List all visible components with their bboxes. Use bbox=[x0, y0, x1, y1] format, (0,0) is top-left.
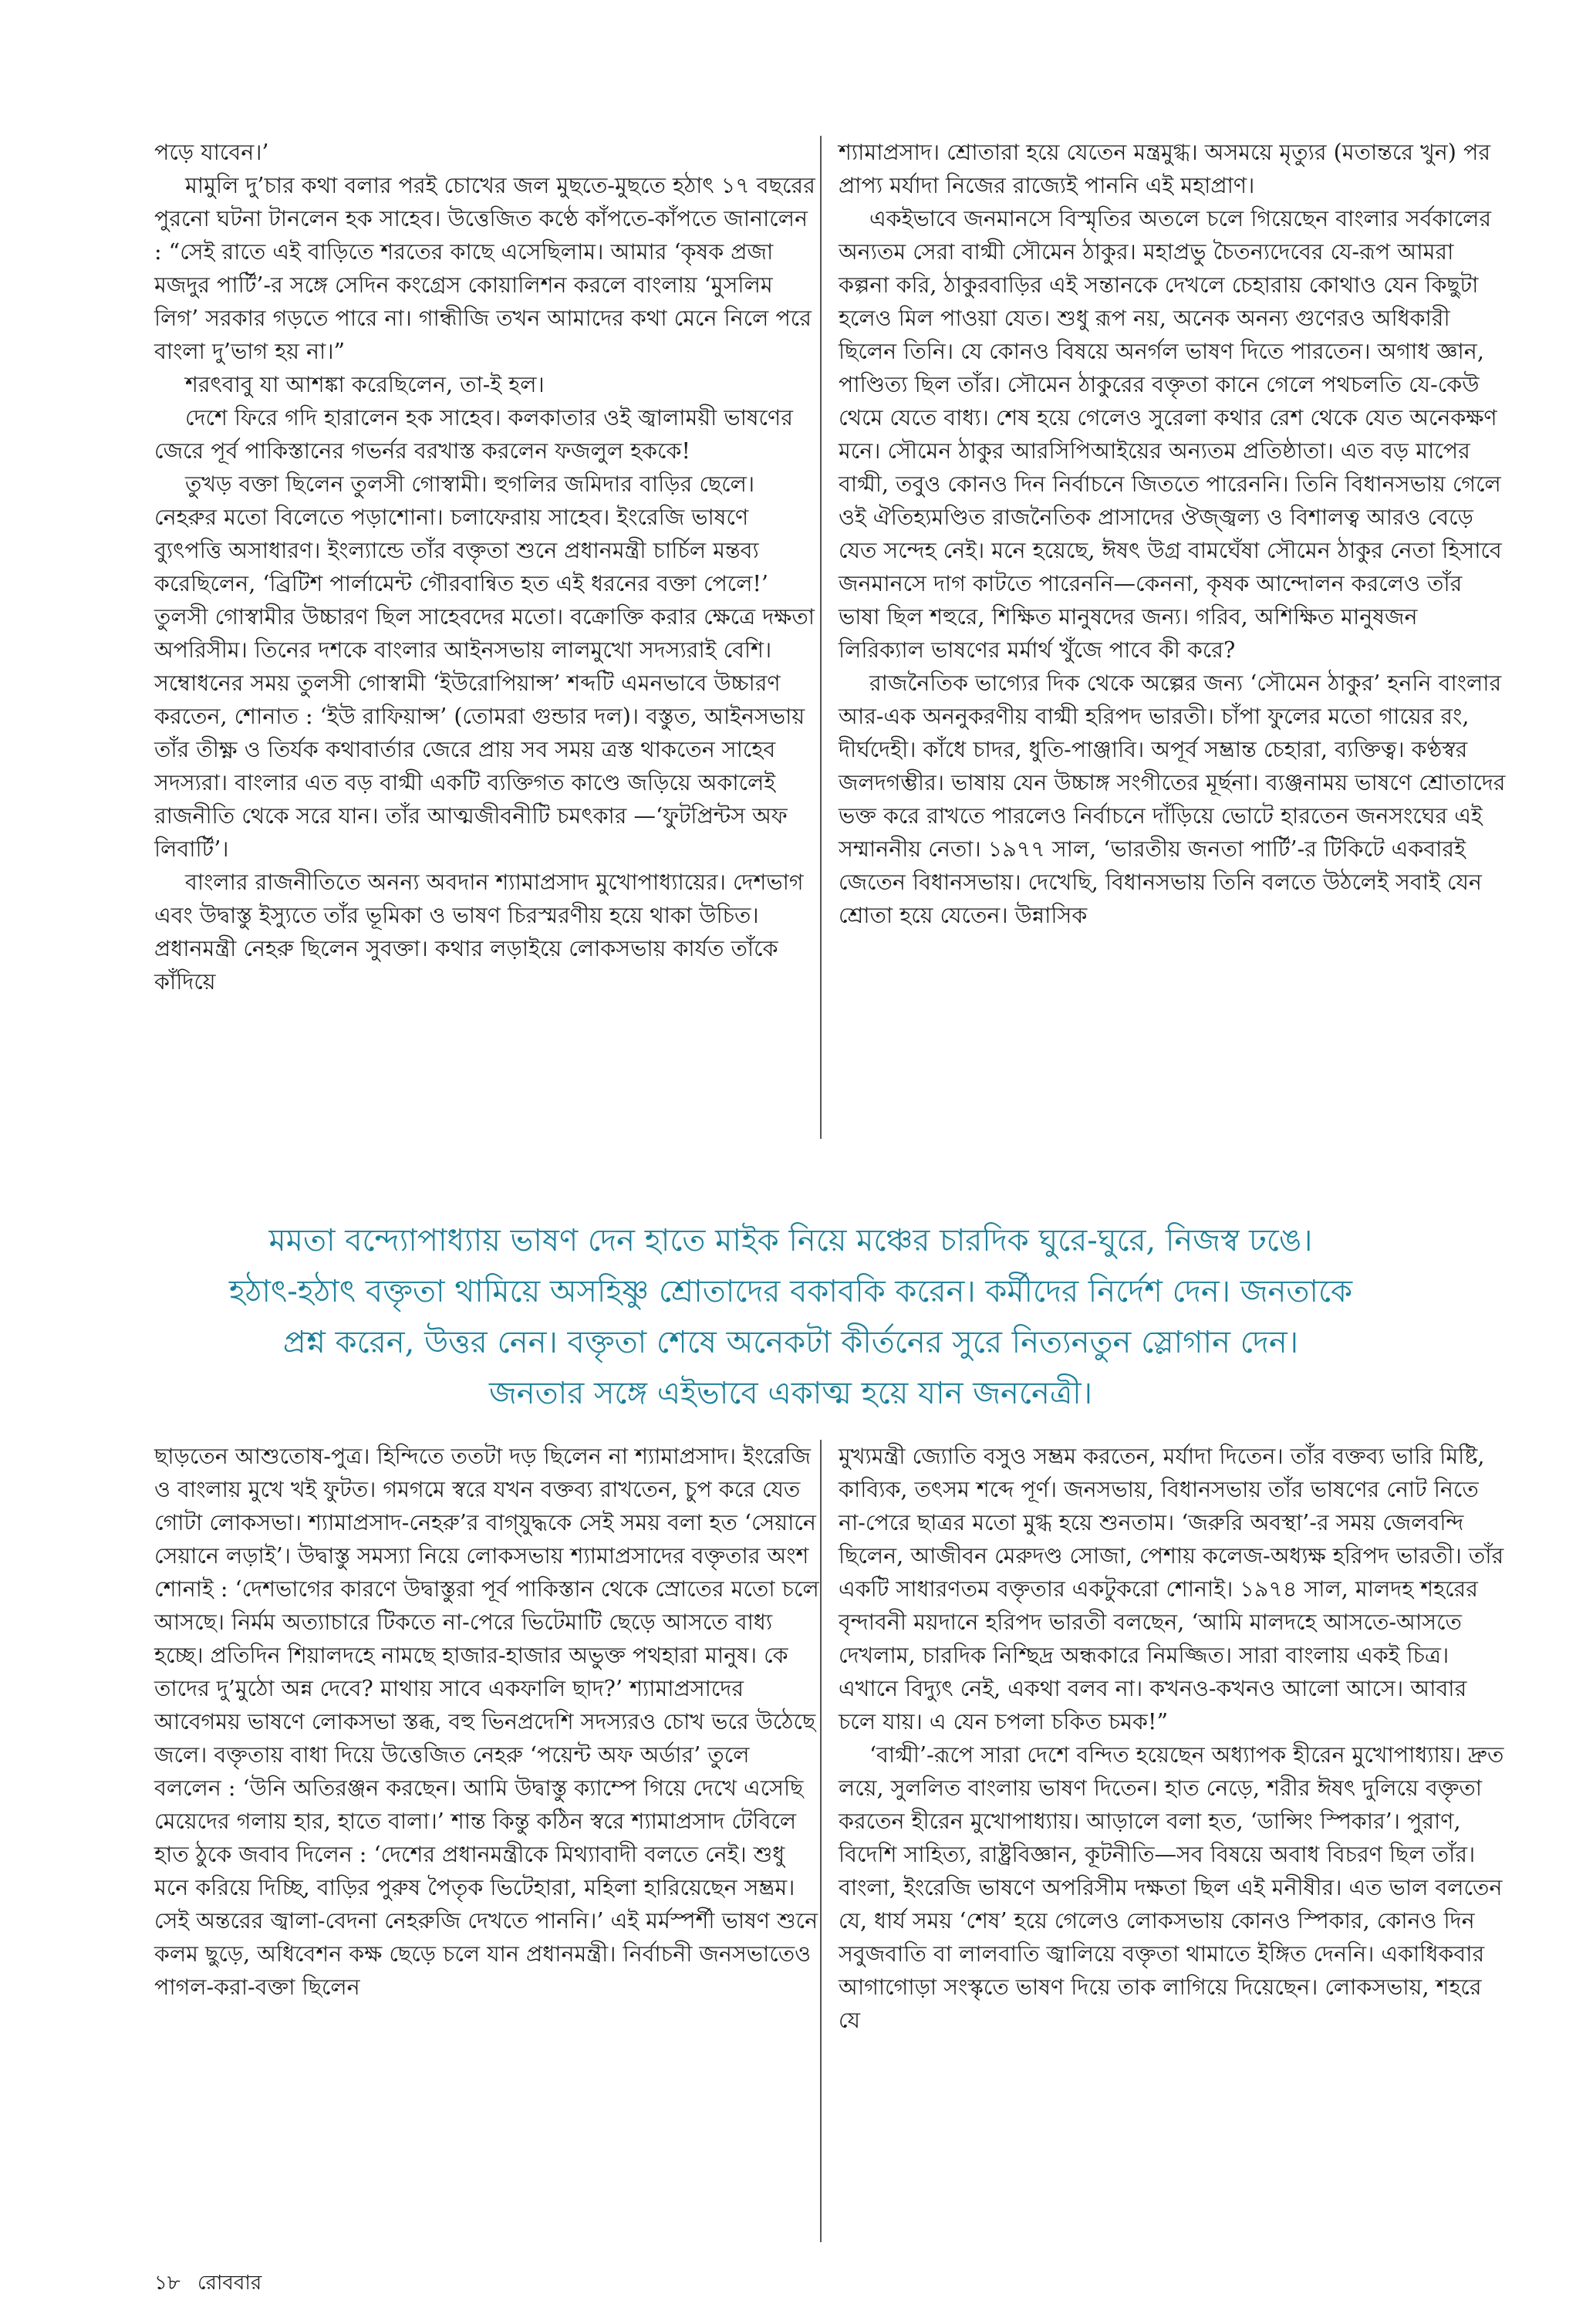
paragraph: মামুলি দু’চার কথা বলার পরই চোখের জল মুছতে-মুছতে হঠাৎ ১৭ বছরের পুরনো ঘটনা টানলেন হক সাহেব। উত্তেজিত কণ্ঠে কাঁপতে-কাঁপতে জানালেন : “সেই রাতে এই বাড়িতে শরতের কাছে এসেছিলাম। আমার ‘কৃষক প্রজা মজদুর পার্টি’-র সঙ্গে সেদিন কংগ্রেস কোয়ালিশন করলে বাংলায় ‘মুসলিম লিগ’ সরকার গড়তে পারে না। গান্ধীজি তখন আমাদের কথা মেনে নিলে পরে বাংলা দু’ভাগ হয় না।” bbox=[154, 173, 815, 364]
paragraph: বাংলার রাজনীতিতে অনন্য অবদান শ্যামাপ্রসাদ মুখোপাধ্যায়ের। দেশভাগ এবং উদ্বাস্তু ইস্যুতে তাঁর ভূমিকা ও ভাষণ চিরস্মরণীয় হয়ে থাকা উচিত। প্রধানমন্ত্রী নেহরু ছিলেন সুবক্তা। কথার লড়াইয়ে লোকসভায় কার্যত তাঁকে কাঁদিয়ে bbox=[154, 870, 804, 995]
publication-name: রোববার bbox=[197, 2272, 262, 2295]
column-divider bbox=[820, 136, 822, 1139]
column-divider bbox=[820, 1440, 822, 2242]
article-column-top-left bbox=[154, 136, 822, 998]
pull-quote-line: জনতার সঙ্গে এইভাবে একাত্ম হয়ে যান জননেত্রী। bbox=[488, 1376, 1093, 1411]
article-column-bottom-right bbox=[839, 1440, 1506, 2037]
paragraph: রাজনৈতিক ভাগ্যের দিক থেকে অল্পের জন্য ‘সৌমেন ঠাকুর’ হননি বাংলার আর-এক অননুকরণীয় বাগ্মী হরিপদ ভারতী। চাঁপা ফুলের মতো গায়ের রং, দীর্ঘদেহী। কাঁধে চাদর, ধুতি-পাঞ্জাবি। অপূর্ব সম্ভ্রান্ত চেহারা, ব্যক্তিত্ব। কণ্ঠস্বর জলদগম্ভীর। ভাষায় যেন উচ্চাঙ্গ সংগীতের মূর্ছনা। ব্যঞ্জনাময় ভাষণে শ্রোতাদের ভক্ত করে রাখতে পারলেও নির্বাচনে দাঁড়িয়ে ভোটে হারতেন জনসংঘের এই সম্মাননীয় নেতা। ১৯৭৭ সাল, ‘ভারতীয় জনতা পার্টি’-র টিকিটে একবারই জেতেন বিধানসভায়। দেখেছি, বিধানসভায় তিনি বলতে উঠলেই সবাই যেন শ্রোতা হয়ে যেতেন। উন্নাসিক bbox=[839, 671, 1506, 928]
paragraph: দেশে ফিরে গদি হারালেন হক সাহেব। কলকাতার ওই জ্বালাময়ী ভাষণের জেরে পূর্ব পাকিস্তানের গভর্নর বরখাস্ত করলেন ফজলুল হককে! bbox=[154, 405, 793, 464]
pull-quote-line: মমতা বন্দ্যোপাধ্যায় ভাষণ দেন হাতে মাইক নিয়ে মঞ্চের চারদিক ঘুরে-ঘুরে, নিজস্ব ঢঙে। bbox=[268, 1223, 1313, 1258]
paragraph: পড়ে যাবেন।’ bbox=[154, 140, 269, 165]
pull-quote-line: প্রশ্ন করেন, উত্তর নেন। বক্তৃতা শেষে অনেকটা কীর্তনের সুরে নিত্যনতুন স্লোগান দেন। bbox=[282, 1325, 1299, 1360]
article-column-top-right bbox=[839, 136, 1506, 932]
page-number: ১৮ bbox=[154, 2272, 181, 2295]
paragraph: তুখড় বক্তা ছিলেন তুলসী গোস্বামী। হুগলির জমিদার বাড়ির ছেলে। নেহরুর মতো বিলেতে পড়াশোনা। চলাফেরায় সাহেব। ইংরেজি ভাষণে ব্যুৎপত্তি অসাধারণ। ইংল্যান্ডে তাঁর বক্তৃতা শুনে প্রধানমন্ত্রী চার্চিল মন্তব্য করেছিলেন, ‘ব্রিটিশ পার্লামেন্ট গৌরবান্বিত হত এই ধরনের বক্তা পেলে!’ তুলসী গোস্বামীর উচ্চারণ ছিল সাহেবদের মতো। বক্রোক্তি করার ক্ষেত্রে দক্ষতা অপরিসীম। তিনের দশকে বাংলার আইনসভায় লালমুখো সদস্যরাই বেশি। সম্বোধনের সময় তুলসী গোস্বামী ‘ইউরোপিয়ান্স’ শব্দটি এমনভাবে উচ্চারণ করতেন, শোনাত : ‘ইউ রাফিয়ান্স’ (তোমরা গুন্ডার দল)। বস্তুত, আইনসভায় তাঁর তীক্ষ্ণ ও তির্যক কথাবার্তার জেরে প্রায় সব সময় ত্রস্ত থাকতেন সাহেব সদস্যরা। বাংলার এত বড় বাগ্মী একটি ব্যক্তিগত কাণ্ডে জড়িয়ে অকালেই রাজনীতি থেকে সরে যান। তাঁর আত্মজীবনীটি চমৎকার —‘ফুটপ্রিন্টস অফ লিবার্টি’। bbox=[154, 471, 815, 862]
paragraph: ‘বাগ্মী’-রূপে সারা দেশে বন্দিত হয়েছেন অধ্যাপক হীরেন মুখোপাধ্যায়। দ্রুত লয়ে, সুললিত বাংলায় ভাষণ দিতেন। হাত নেড়ে, শরীর ঈষৎ দুলিয়ে বক্তৃতা করতেন হীরেন মুখোপাধ্যায়। আড়ালে বলা হত, ‘ডান্সিং স্পিকার’। পুরাণ, বিদেশি সাহিত্য, রাষ্ট্রবিজ্ঞান, কূটনীতি—সব বিষয়ে অবাধ বিচরণ ছিল তাঁর। বাংলা, ইংরেজি ভাষণে অপরিসীম দক্ষতা ছিল এই মনীষীর। এত ভাল বলতেন যে, ধার্য সময় ‘শেষ’ হয়ে গেলেও লোকসভায় কোনও স্পিকার, কোনও দিন সবুজবাতি বা লালবাতি জ্বালিয়ে বক্তৃতা থামাতে ইঙ্গিত দেননি। একাধিকবার আগাগোড়া সংস্কৃতে ভাষণ দিয়ে তাক লাগিয়ে দিয়েছেন। লোকসভায়, শহরে যে bbox=[839, 1742, 1504, 2033]
paragraph: শ্যামাপ্রসাদ। শ্রোতারা হয়ে যেতেন মন্ত্রমুগ্ধ। অসময়ে মৃত্যুর (মতান্তরে খুন) পর প্রাপ্য মর্যাদা নিজের রাজ্যেই পাননি এই মহাপ্রাণ। bbox=[839, 140, 1490, 198]
paragraph: শরৎবাবু যা আশঙ্কা করেছিলেন, তা-ই হল। bbox=[185, 372, 545, 397]
pull-quote-line: হঠাৎ-হঠাৎ বক্তৃতা থামিয়ে অসহিষ্ণু শ্রোতাদের বকাবকি করেন। কর্মীদের নির্দেশ দেন। জনতাকে bbox=[228, 1274, 1353, 1309]
paragraph: একইভাবে জনমানসে বিস্মৃতির অতলে চলে গিয়েছেন বাংলার সর্বকালের অন্যতম সেরা বাগ্মী সৌমেন ঠাকুর। মহাপ্রভু চৈতন্যদেবের যে-রূপ আমরা কল্পনা করি, ঠাকুরবাড়ির এই সন্তানকে দেখলে চেহারায় কোথাও যেন কিছুটা হলেও মিল পাওয়া যেত। শুধু রূপ নয়, অনেক অনন্য গুণেরও অধিকারী ছিলেন তিনি। যে কোনও বিষয়ে অনর্গল ভাষণ দিতে পারতেন। অগাধ জ্ঞান, পাণ্ডিত্য ছিল তাঁর। সৌমেন ঠাকুরের বক্তৃতা কানে গেলে পথচলতি যে-কেউ থেমে যেতে বাধ্য। শেষ হয়ে গেলেও সুরেলা কথার রেশ থেকে যেত অনেকক্ষণ মনে। সৌমেন ঠাকুর আরসিপিআইয়ের অন্যতম প্রতিষ্ঠাতা। এত বড় মাপের বাগ্মী, তবুও কোনও দিন নির্বাচনে জিততে পারেননি। তিনি বিধানসভায় গেলে ওই ঐতিহ্যমণ্ডিত রাজনৈতিক প্রাসাদের ঔজ্জ্বল্য ও বিশালত্ব আরও বেড়ে যেত সন্দেহ নেই। মনে হয়েছে, ঈষৎ উগ্র বামঘেঁষা সৌমেন ঠাকুর নেতা হিসাবে জনমানসে দাগ কাটতে পারেননি—কেননা, কৃষক আন্দোলন করলেও তাঁর ভাষা ছিল শহুরে, শিক্ষিত মানুষদের জন্য। গরিব, অশিক্ষিত মানুষজন লিরিক্যাল ভাষণের মর্মার্থ খুঁজে পাবে কী করে? bbox=[839, 206, 1502, 663]
paragraph: মুখ্যমন্ত্রী জ্যোতি বসুও সম্ভ্রম করতেন, মর্যাদা দিতেন। তাঁর বক্তব্য ভারি মিষ্টি, কাব্যিক, তৎসম শব্দে পূর্ণ। জনসভায়, বিধানসভায় তাঁর ভাষণের নোট নিতে না-পেরে ছাত্রর মতো মুগ্ধ হয়ে শুনতাম। ‘জরুরি অবস্থা’-র সময় জেলবন্দি ছিলেন, আজীবন মেরুদণ্ড সোজা, পেশায় কলেজ-অধ্যক্ষ হরিপদ ভারতী। তাঁর একটি সাধারণতম বক্তৃতার একটুকরো শোনাই। ১৯৭৪ সাল, মালদহ শহরের বৃন্দাবনী ময়দানে হরিপদ ভারতী বলছেন, ‘আমি মালদহে আসতে-আসতে দেখলাম, চারদিক নিশ্ছিদ্র অন্ধকারে নিমজ্জিত। সারা বাংলায় একই চিত্র। এখানে বিদ্যুৎ নেই, একথা বলব না। কখনও-কখনও আলো আসে। আবার চলে যায়। এ যেন চপলা চকিত চমক!” bbox=[839, 1444, 1504, 1735]
pull-quote bbox=[174, 1215, 1408, 1419]
article-column-bottom-left bbox=[154, 1440, 822, 2004]
page-footer bbox=[154, 2267, 272, 2301]
paragraph: ছাড়তেন আশুতোষ-পুত্র। হিন্দিতে ততটা দড় ছিলেন না শ্যামাপ্রসাদ। ইংরেজি ও বাংলায় মুখে খই ফুটত। গমগমে স্বরে যখন বক্তব্য রাখতেন, চুপ করে যেত গোটা লোকসভা। শ্যামাপ্রসাদ-নেহরু’র বাগ্‌যুদ্ধকে সেই সময় বলা হত ‘সেয়ানে সেয়ানে লড়াই’। উদ্বাস্তু সমস্যা নিয়ে লোকসভায় শ্যামাপ্রসাদের বক্তৃতার অংশ শোনাই : ‘দেশভাগের কারণে উদ্বাস্তুরা পূর্ব পাকিস্তান থেকে স্রোতের মতো চলে আসছে। নির্মম অত্যাচারে টিকতে না-পেরে ভিটেমাটি ছেড়ে আসতে বাধ্য হচ্ছে। প্রতিদিন শিয়ালদহে নামছে হাজার-হাজার অভুক্ত পথহারা মানুষ। কে তাদের দু’মুঠো অন্ন দেবে? মাথায় সাবে একফালি ছাদ?’ শ্যামাপ্রসাদের আবেগময় ভাষণে লোকসভা স্তব্ধ, বহু ভিনপ্রদেশি সদস্যরও চোখ ভরে উঠেছে জলে। বক্তৃতায় বাধা দিয়ে উত্তেজিত নেহরু ‘পয়েন্ট অফ অর্ডার’ তুলে বললেন : ‘উনি অতিরঞ্জন করছেন। আমি উদ্বাস্তু ক্যাম্পে গিয়ে দেখে এসেছি মেয়েদের গলায় হার, হাতে বালা।’ শান্ত কিন্তু কঠিন স্বরে শ্যামাপ্রসাদ টেবিলে হাত ঠুকে জবাব দিলেন : ‘দেশের প্রধানমন্ত্রীকে মিথ্যাবাদী বলতে নেই। শুধু মনে করিয়ে দিচ্ছি, বাড়ির পুরুষ পৈতৃক ভিটেহারা, মহিলা হারিয়েছেন সম্ভ্রম। সেই অন্তরের জ্বালা-বেদনা নেহরুজি দেখতে পাননি।’ এই মর্মস্পর্শী ভাষণ শুনে কলম ছুড়ে, অধিবেশন কক্ষ ছেড়ে চলে যান প্রধানমন্ত্রী। নির্বাচনী জনসভাতেও পাগল-করা-বক্তা ছিলেন bbox=[154, 1444, 819, 2000]
